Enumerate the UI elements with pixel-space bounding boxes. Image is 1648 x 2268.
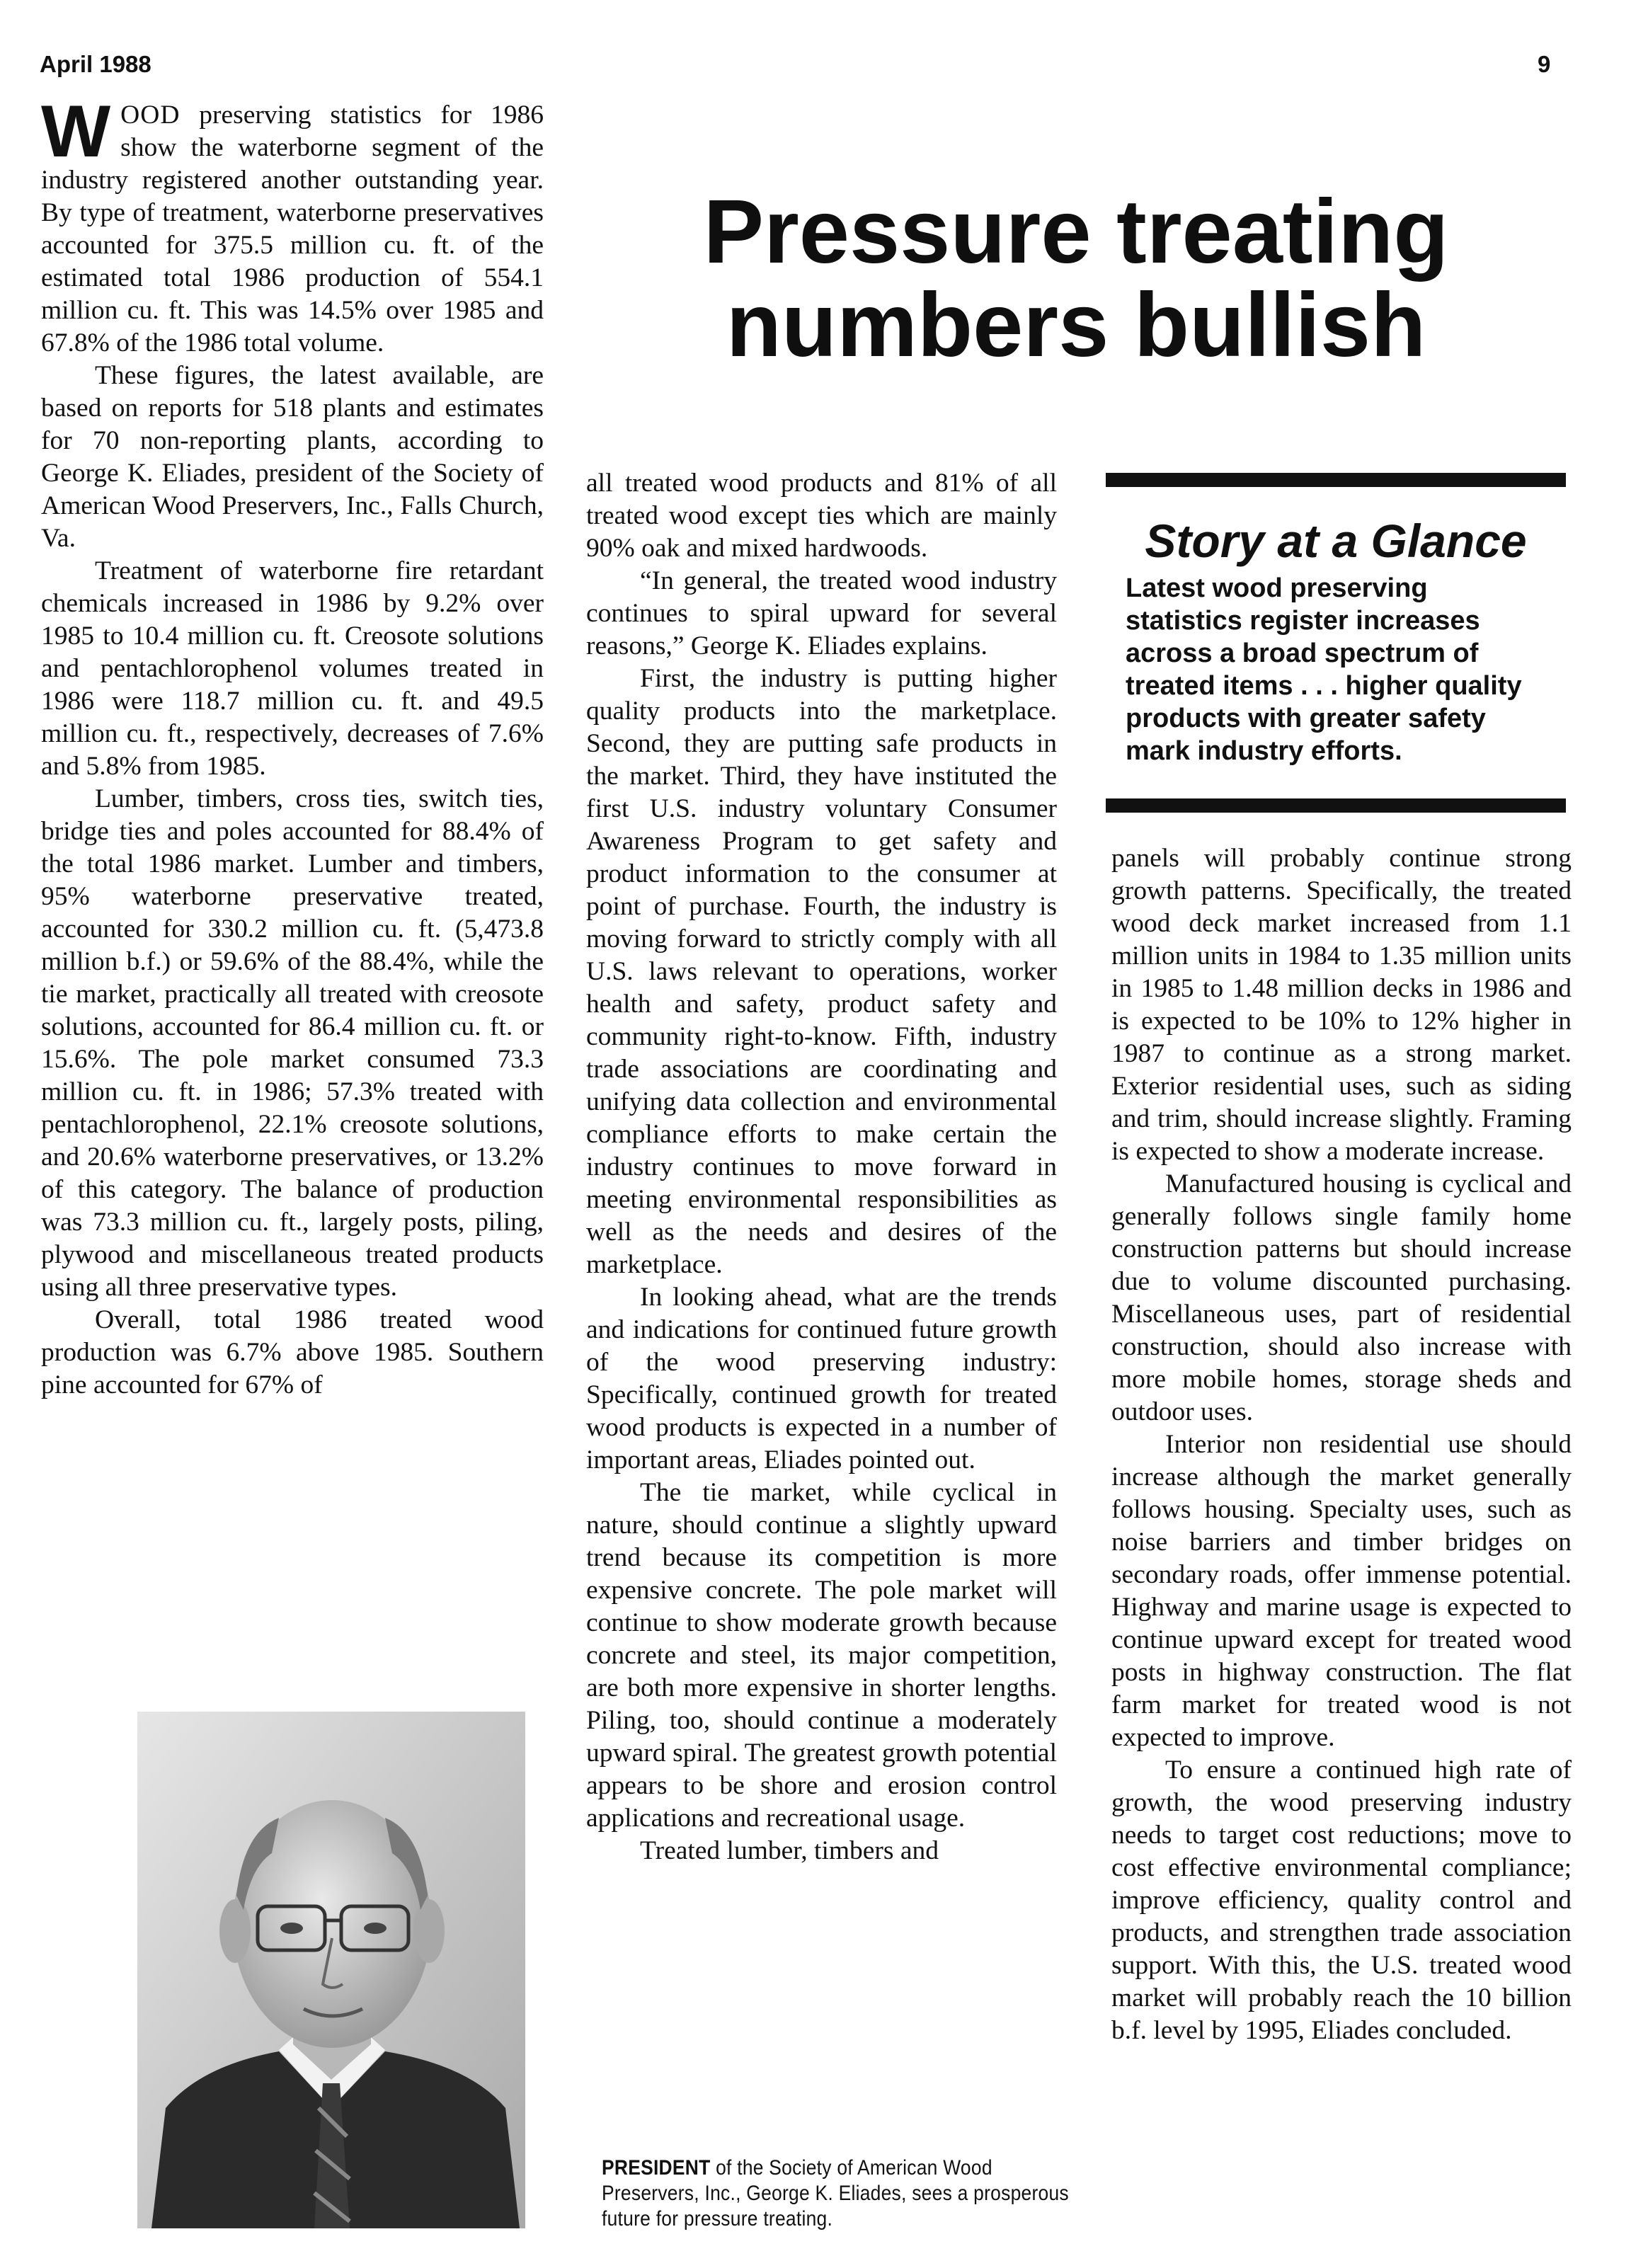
paragraph: Interior non residential use should increase although the market generally follows housing. Specialty uses, such as noise barriers and timber bridges on secondary roads, offer immense potential. Highway and marine usage is expected to continue upward except for treated wood posts in highway construction. The flat farm market for treated wood is not expected to improve.	[1111, 1430, 1572, 1752]
paragraph: all treated wood products and 81% of all treated wood except ties which are mainly 90% oak and mixed hardwoods.	[586, 469, 1057, 563]
caption-text: of the Society of American Wood Preservers, Inc., George K. Eliades, sees a prosperous future for pressure treating.	[602, 2156, 1069, 2230]
paragraph: Treated lumber, timbers and	[640, 1836, 939, 1865]
paragraph: panels will probably continue strong growth patterns. Specifically, the treated wood deck market increased from 1.1 million units in 1984 to 1.35 million units in 1985 to 1.48 million decks in 1986 and is expected to be 10% to 12% higher in 1987 to continue as a strong market. Exterior residential uses, such as siding and trim, should increase slightly. Framing is expected to show a moderate increase.	[1111, 844, 1572, 1166]
paragraph: Overall, total 1986 treated wood production was 6.7% above 1985. Southern pine accounted for 67% of	[41, 1305, 544, 1399]
paragraph: First, the industry is putting higher quality products into the marketplace. Second, they are putting safe products in the market. Third, they have instituted the first U.S. industry voluntary Consumer Awareness Program to get safety and product information to the consumer at point of purchase. Fourth, the industry is moving forward to strictly comply with all U.S. laws relevant to operations, worker health and safety, product safety and community right-to-know. Fifth, industry trade associations are coordinating and unifying data collection and environmental compliance efforts to make certain the industry continues to move forward in meeting environmental responsibilities as well as the needs and desires of the marketplace.	[586, 664, 1057, 1279]
article-column-3	[1111, 842, 1572, 2047]
headline: Pressure treating numbers bullish	[703, 181, 1449, 376]
caption-lead: PRESIDENT	[602, 2156, 711, 2180]
paragraph: “In general, the treated wood industry continues to spiral upward for several reasons,” George K. Eliades explains.	[586, 566, 1057, 660]
paragraph: Treatment of waterborne fire retardant chemicals increased in 1986 by 9.2% over 1985 to 10.4 million cu. ft. Creosote solutions and pentachlorophenol volumes treated in 1986 were 118.7 million cu. ft. and 49.5 million cu. ft., respectively, decreases of 7.6% and 5.8% from 1985.	[41, 556, 544, 781]
article-column-2	[586, 467, 1057, 1867]
paragraph: Manufactured housing is cyclical and generally follows single family home construction patterns but should increase due to volume discounted purchasing. Miscellaneous uses, part of residential construction, should also increase with more mobile homes, storage sheds and outdoor uses.	[1111, 1169, 1572, 1426]
paragraph: To ensure a continued high rate of growth, the wood preserving industry needs to target cost reductions; move to cost effective environmental compliance; improve efficiency, quality control and products, and strengthen trade association support. With this, the U.S. treated wood market will probably reach the 10 billion b.f. level by 1995, Eliades concluded.	[1111, 1756, 1572, 2045]
photo-caption	[602, 2155, 1069, 2232]
article-column-1	[41, 91, 544, 1402]
page-number: 9	[1538, 51, 1551, 77]
lead-text: preserving statistics for 1986 show the waterborne segment of the industry registered another outstanding year. By type of treatment, waterborne preservatives accounted for 375.5 million cu. ft. of the estimated total 1986 production of 554.1 million cu. ft. This was 14.5% over 1985 and 67.8% of the 1986 total volume.	[41, 101, 544, 357]
portrait-photo	[137, 1712, 525, 2228]
story-at-a-glance-box	[1106, 473, 1566, 813]
lead-caps: OOD	[120, 101, 181, 130]
paragraph: In looking ahead, what are the trends and indications for continued future growth of the wood preserving industry: Specifically, continued growth for treated wood products is expected in a number of important areas, Eliades pointed out.	[586, 1283, 1057, 1474]
top-rule	[1106, 473, 1566, 487]
drop-cap: W	[41, 91, 111, 173]
paragraph: These figures, the latest available, are based on reports for 518 plants and estimates for 70 non-reporting plants, according to George K. Eliades, president of the Society of American Wood Preservers, Inc., Falls Church, Va.	[41, 361, 544, 553]
glance-summary: Latest wood preserving statistics register increases across a broad spectrum of treated items . . . higher quality products with greater safety mark industry efforts.	[1126, 573, 1522, 766]
issue-date: April 1988	[40, 51, 151, 77]
lead-paragraph	[41, 91, 544, 360]
paragraph: The tie market, while cyclical in nature, should continue a slightly upward trend because its competition is more expensive concrete. The pole market will continue to show moderate growth because concrete and steel, its major competition, are both more expensive in shorter lengths. Piling, too, should continue a moderately upward spiral. The greatest growth potential appears to be shore and erosion control applications and recreational usage.	[586, 1478, 1057, 1833]
portrait-illustration	[137, 1712, 525, 2228]
bottom-rule	[1106, 798, 1566, 813]
paragraph: Lumber, timbers, cross ties, switch ties, bridge ties and poles accounted for 88.4% of the total 1986 market. Lumber and timbers, 95% waterborne preservative treated, accounted for 330.2 million cu. ft. (5,473.8 million b.f.) or 59.6% of the 88.4%, while the tie market, practically all treated with creosote solutions, accounted for 86.4 million cu. ft. or 15.6%. The pole market consumed 73.3 million cu. ft. in 1986; 57.3% treated with pentachlorophenol, 22.1% creosote solutions, and 20.6% waterborne preservatives, or 13.2% of this category. The balance of production was 73.3 million cu. ft., largely posts, piling, plywood and miscellaneous treated products using all three preservative types.	[41, 784, 544, 1302]
glance-title: Story at a Glance	[1145, 515, 1527, 567]
